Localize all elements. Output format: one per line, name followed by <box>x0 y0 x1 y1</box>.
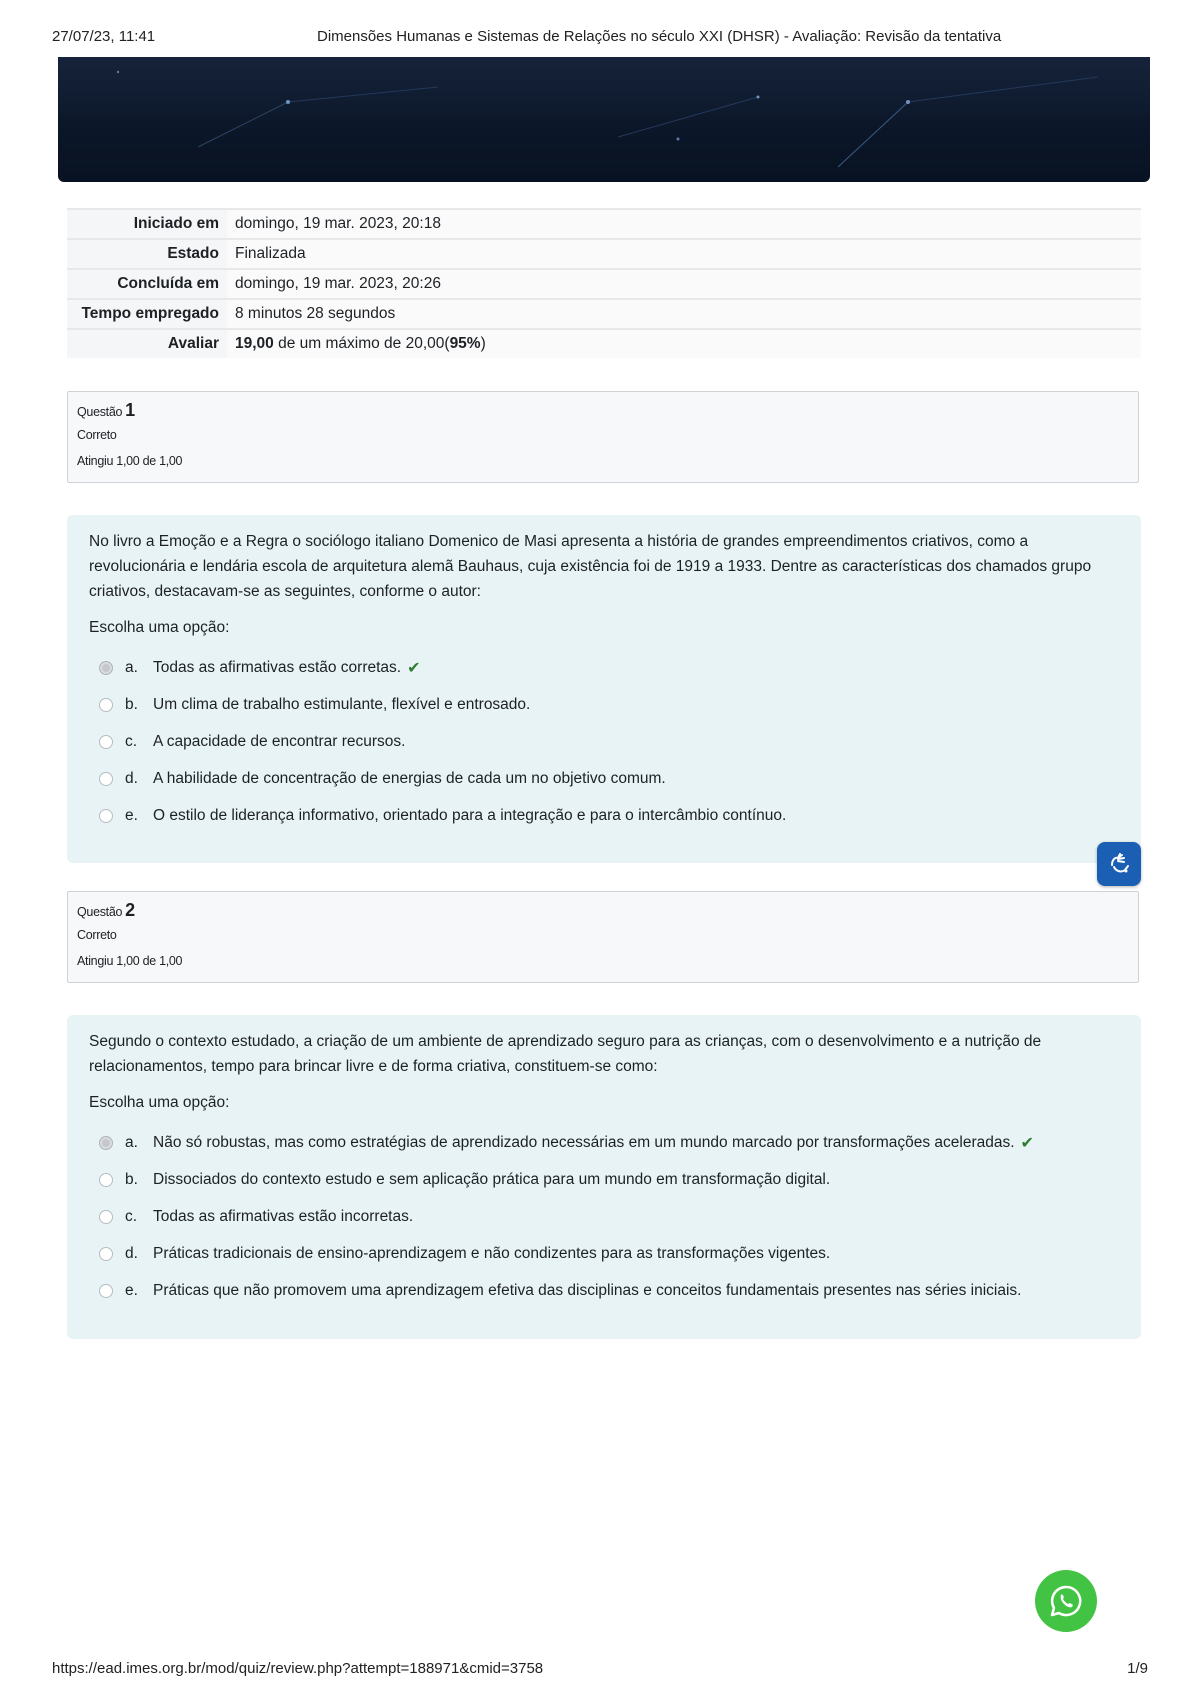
answer-option-a[interactable] <box>99 649 1119 686</box>
question-number-value: 2 <box>125 900 135 920</box>
option-text: A habilidade de concentração de energias de cada um no objetivo comum. <box>153 769 666 787</box>
radio[interactable] <box>99 735 113 749</box>
answer-prompt: Escolha uma opção: <box>89 619 230 636</box>
question-number <box>77 400 1129 422</box>
question-grade: Atingiu 1,00 de 1,00 <box>77 454 183 468</box>
option-text: Práticas tradicionais de ensino-aprendizagem e não condizentes para as transformações vigentes. <box>153 1244 831 1262</box>
print-url: https://ead.imes.org.br/mod/quiz/review.php?attempt=188971&cmid=3758 <box>52 1660 544 1677</box>
radio[interactable] <box>99 1284 113 1298</box>
summary-label: Tempo empregado <box>67 299 227 329</box>
radio[interactable] <box>99 809 113 823</box>
option-text: O estilo de liderança informativo, orientado para a integração e para o intercâmbio contínuo. <box>153 806 787 824</box>
question-number <box>77 900 1129 922</box>
question-content-2 <box>67 1015 1141 1339</box>
question-state: Correto <box>77 928 117 942</box>
course-banner <box>58 57 1150 182</box>
summary-row-grade <box>67 329 1141 358</box>
option-letter: b. <box>125 1170 138 1188</box>
sign-language-icon <box>1106 851 1132 877</box>
option-text: Práticas que não promovem uma aprendizagem efetiva das disciplinas e conceitos fundamentais presentes nas séries iniciais. <box>153 1281 1022 1299</box>
grade-score: 19,00 <box>235 335 274 352</box>
summary-row-started <box>67 209 1141 239</box>
summary-value: Finalizada <box>227 239 1141 269</box>
summary-row-state <box>67 239 1141 269</box>
option-letter: e. <box>125 1281 138 1299</box>
accessibility-button[interactable] <box>1097 842 1141 886</box>
option-letter: c. <box>125 1207 138 1225</box>
whatsapp-chat-button[interactable] <box>1035 1570 1097 1632</box>
option-letter: a. <box>125 1133 138 1151</box>
print-datetime: 27/07/23, 11:41 <box>52 28 156 45</box>
attempt-summary-table <box>67 208 1141 358</box>
question-number-value: 1 <box>125 400 135 420</box>
whatsapp-icon <box>1048 1583 1084 1619</box>
summary-value: domingo, 19 mar. 2023, 20:26 <box>227 269 1141 299</box>
option-text: Um clima de trabalho estimulante, flexível e entrosado. <box>153 695 531 713</box>
option-letter: b. <box>125 695 138 713</box>
answer-option-c[interactable] <box>99 1198 1119 1235</box>
option-text: Dissociados do contexto estudo e sem aplicação prática para um mundo em transformação digital. <box>153 1170 831 1188</box>
radio[interactable] <box>99 698 113 712</box>
question-info-1 <box>67 391 1139 483</box>
grade-close: ) <box>480 335 486 352</box>
question-text: Segundo o contexto estudado, a criação de um ambiente de aprendizado seguro para as crianças, com o desenvolvimento e a nutrição de relacionamentos, tempo para brincar livre e de forma criativa, constituem-se como: <box>89 1033 1042 1075</box>
check-icon: ✔ <box>1020 1134 1034 1152</box>
radio[interactable] <box>99 772 113 786</box>
question-info-2 <box>67 891 1139 983</box>
question-label: Questão <box>77 405 123 419</box>
radio[interactable] <box>99 1173 113 1187</box>
answer-options <box>89 1124 1119 1309</box>
answer-option-d[interactable] <box>99 760 1119 797</box>
option-text: Todas as afirmativas estão corretas. <box>153 658 402 676</box>
option-letter: d. <box>125 769 138 787</box>
question-label: Questão <box>77 905 123 919</box>
answer-option-e[interactable] <box>99 797 1119 834</box>
summary-grade-value <box>227 329 1141 358</box>
answer-prompt: Escolha uma opção: <box>89 1094 230 1111</box>
check-icon: ✔ <box>407 659 421 677</box>
answer-option-d[interactable] <box>99 1235 1119 1272</box>
print-page-title: Dimensões Humanas e Sistemas de Relações no século XXI (DHSR) - Avaliação: Revisão da tentativa <box>317 28 1002 45</box>
print-header <box>52 28 1148 48</box>
radio[interactable] <box>99 1247 113 1261</box>
answer-option-a[interactable] <box>99 1124 1119 1161</box>
option-text: Não só robustas, mas como estratégias de aprendizado necessárias em um mundo marcado por transformações aceleradas. <box>153 1133 1015 1151</box>
question-content-1 <box>67 515 1141 863</box>
banner-decoration <box>58 57 1150 182</box>
summary-value: domingo, 19 mar. 2023, 20:18 <box>227 209 1141 239</box>
answer-option-b[interactable] <box>99 686 1119 723</box>
option-letter: c. <box>125 732 138 750</box>
summary-label: Avaliar <box>67 329 227 358</box>
summary-label: Concluída em <box>67 269 227 299</box>
question-state: Correto <box>77 428 117 442</box>
grade-text: de um máximo de 20,00( <box>273 335 450 352</box>
summary-row-completed <box>67 269 1141 299</box>
option-text: Todas as afirmativas estão incorretas. <box>153 1207 414 1225</box>
summary-row-time-taken <box>67 299 1141 329</box>
grade-percent: 95% <box>449 335 481 352</box>
answer-options <box>89 649 1119 834</box>
answer-option-b[interactable] <box>99 1161 1119 1198</box>
print-page-number: 1/9 <box>1127 1660 1148 1677</box>
option-letter: e. <box>125 806 138 824</box>
option-letter: d. <box>125 1244 138 1262</box>
radio-selected[interactable] <box>99 1136 113 1150</box>
summary-label: Estado <box>67 239 227 269</box>
question-grade: Atingiu 1,00 de 1,00 <box>77 954 183 968</box>
radio-selected[interactable] <box>99 661 113 675</box>
radio[interactable] <box>99 1210 113 1224</box>
print-footer <box>52 1660 1148 1680</box>
question-text: No livro a Emoção e a Regra o sociólogo italiano Domenico de Masi apresenta a história de grandes empreendimentos criativos, como a revolucionária e lendária escola de arquitetura alemã Bauhaus, cuja existência foi de 1919 a 1933. Dentre as características dos chamados grupo criativos, destacavam-se as seguintes, conforme o autor: <box>89 533 1092 600</box>
answer-option-c[interactable] <box>99 723 1119 760</box>
answer-option-e[interactable] <box>99 1272 1119 1309</box>
summary-value: 8 minutos 28 segundos <box>227 299 1141 329</box>
option-text: A capacidade de encontrar recursos. <box>153 732 406 750</box>
summary-label: Iniciado em <box>67 209 227 239</box>
option-letter: a. <box>125 658 138 676</box>
